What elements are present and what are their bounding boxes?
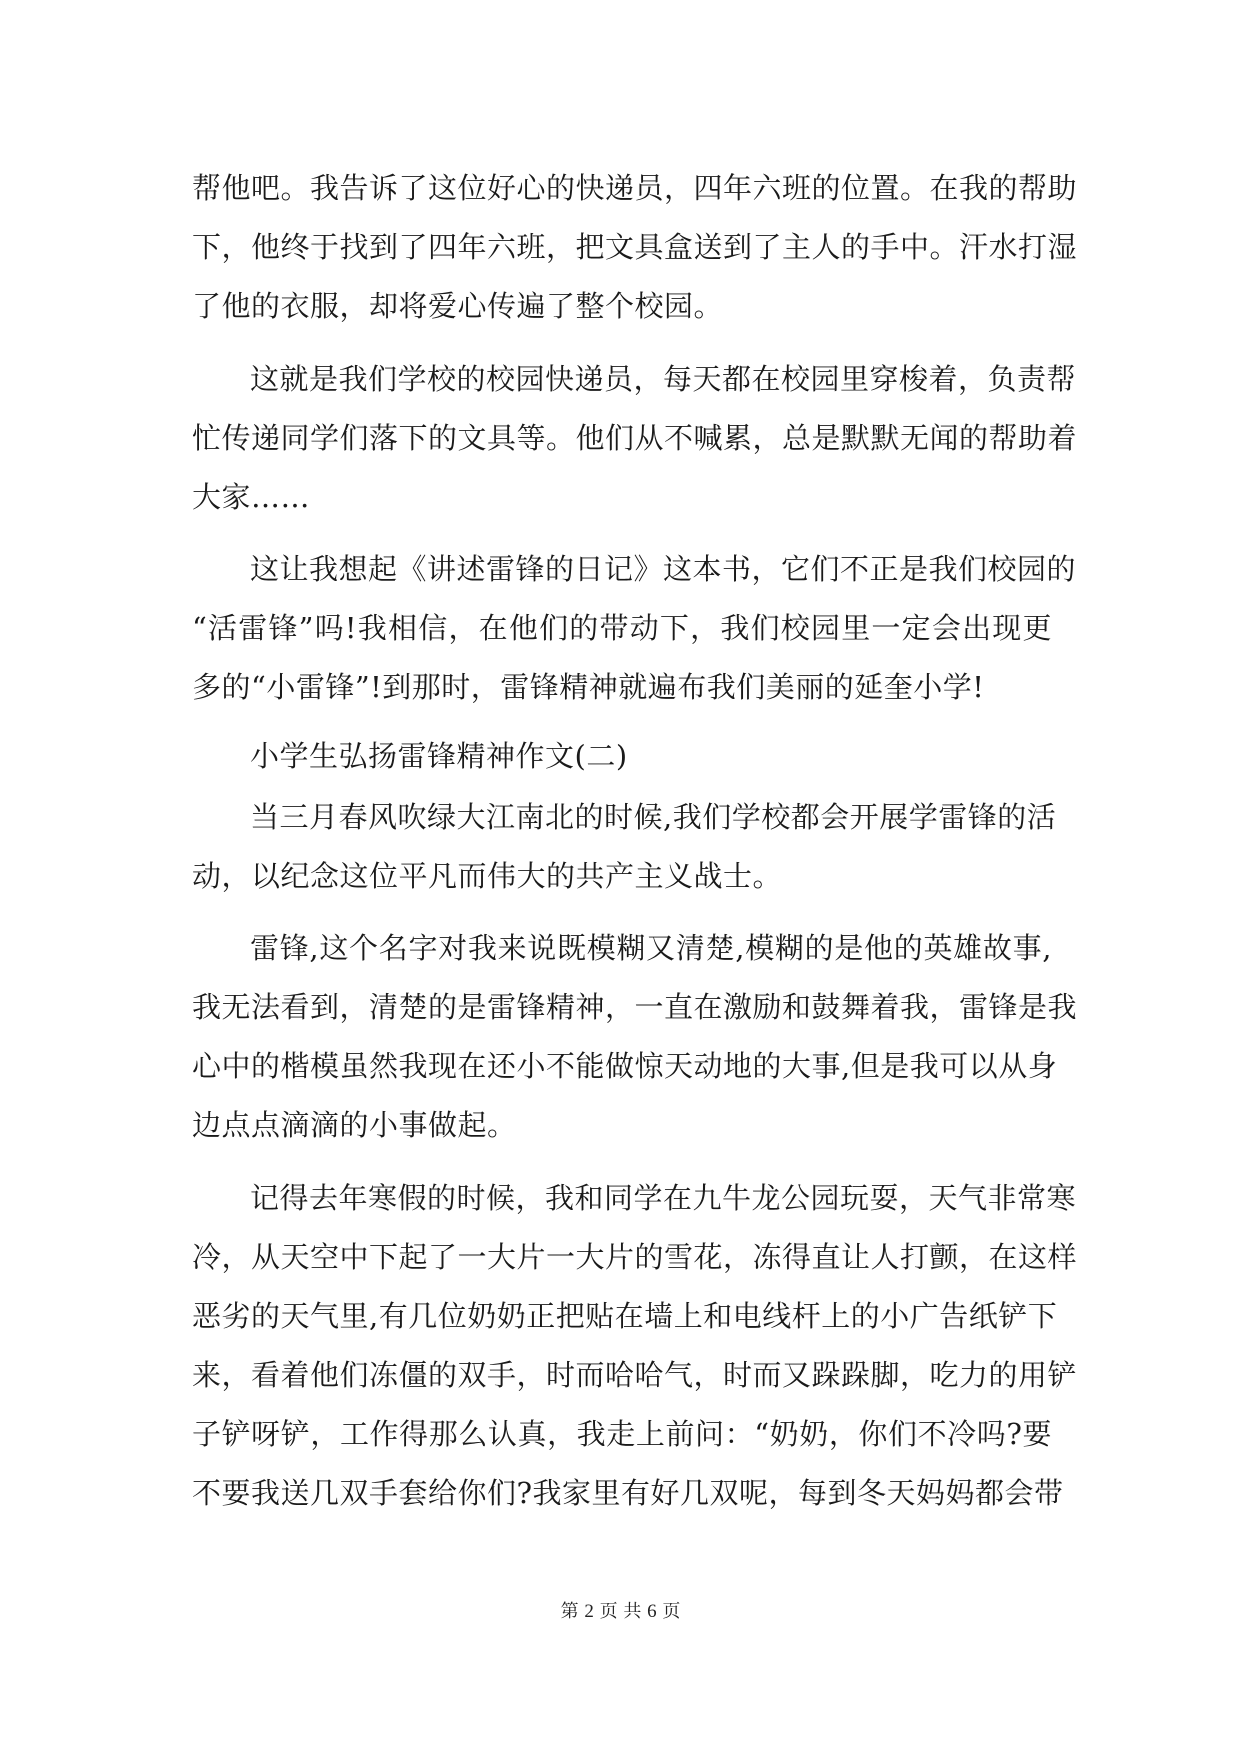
text-line-15: 心中的楷模虽然我现在还小不能做惊天动地的大事,但是我可以从身 [192, 1049, 1058, 1083]
text-line-7: 这让我想起《讲述雷锋的日记》这本书，它们不正是我们校园的 [250, 552, 1077, 586]
text-line-18: 冷，从天空中下起了一大片一大片的雪花，冻得直让人打颤，在这样 [192, 1240, 1078, 1274]
text-line-16: 边点点滴滴的小事做起。 [192, 1108, 517, 1142]
text-line-4: 这就是我们学校的校园快递员，每天都在校园里穿梭着，负责帮 [250, 362, 1077, 396]
page-footer [0, 1600, 1241, 1624]
total-page-number: 6 [647, 1601, 657, 1622]
text-line-12: 动，以纪念这位平凡而伟大的共产主义战士。 [192, 859, 783, 893]
text-line-22: 不要我送几双手套给你们?我家里有好几双呢，每到冬天妈妈都会带 [192, 1476, 1064, 1510]
text-line-17: 记得去年寒假的时候，我和同学在九牛龙公园玩耍，天气非常寒 [250, 1181, 1077, 1215]
text-line-2: 下，他终于找到了四年六班，把文具盒送到了主人的手中。汗水打湿 [192, 230, 1078, 264]
text-line-9: 多的“小雷锋”!到那时，雷锋精神就遍布我们美丽的延奎小学! [192, 670, 985, 704]
current-page-number: 2 [584, 1601, 594, 1622]
text-line-8: “活雷锋”吗!我相信，在他们的带动下，我们校园里一定会出现更 [192, 611, 1052, 645]
section-heading: 小学生弘扬雷锋精神作文(二) [250, 739, 628, 773]
text-line-1: 帮他吧。我告诉了这位好心的快递员，四年六班的位置。在我的帮助 [192, 171, 1078, 205]
text-line-21: 子铲呀铲，工作得那么认真，我走上前问：“奶奶，你们不冷吗?要 [192, 1417, 1052, 1451]
footer-middle: 页 共 [599, 1601, 642, 1622]
text-line-5: 忙传递同学们落下的文具等。他们从不喊累，总是默默无闻的帮助着 [192, 421, 1078, 455]
text-line-13: 雷锋,这个名字对我来说既模糊又清楚,模糊的是他的英雄故事, [250, 931, 1052, 965]
text-line-19: 恶劣的天气里,有几位奶奶正把贴在墙上和电线杆上的小广告纸铲下 [192, 1299, 1058, 1333]
text-line-11: 当三月春风吹绿大江南北的时候,我们学校都会开展学雷锋的活 [250, 800, 1057, 834]
text-line-6: 大家…… [192, 480, 311, 514]
text-line-14: 我无法看到，清楚的是雷锋精神，一直在激励和鼓舞着我，雷锋是我 [192, 990, 1078, 1024]
footer-suffix: 页 [662, 1601, 681, 1622]
text-line-20: 来，看着他们冻僵的双手，时而哈哈气，时而又跺跺脚，吃力的用铲 [192, 1358, 1078, 1392]
footer-prefix: 第 [560, 1601, 579, 1622]
text-line-3: 了他的衣服，却将爱心传遍了整个校园。 [192, 289, 724, 323]
